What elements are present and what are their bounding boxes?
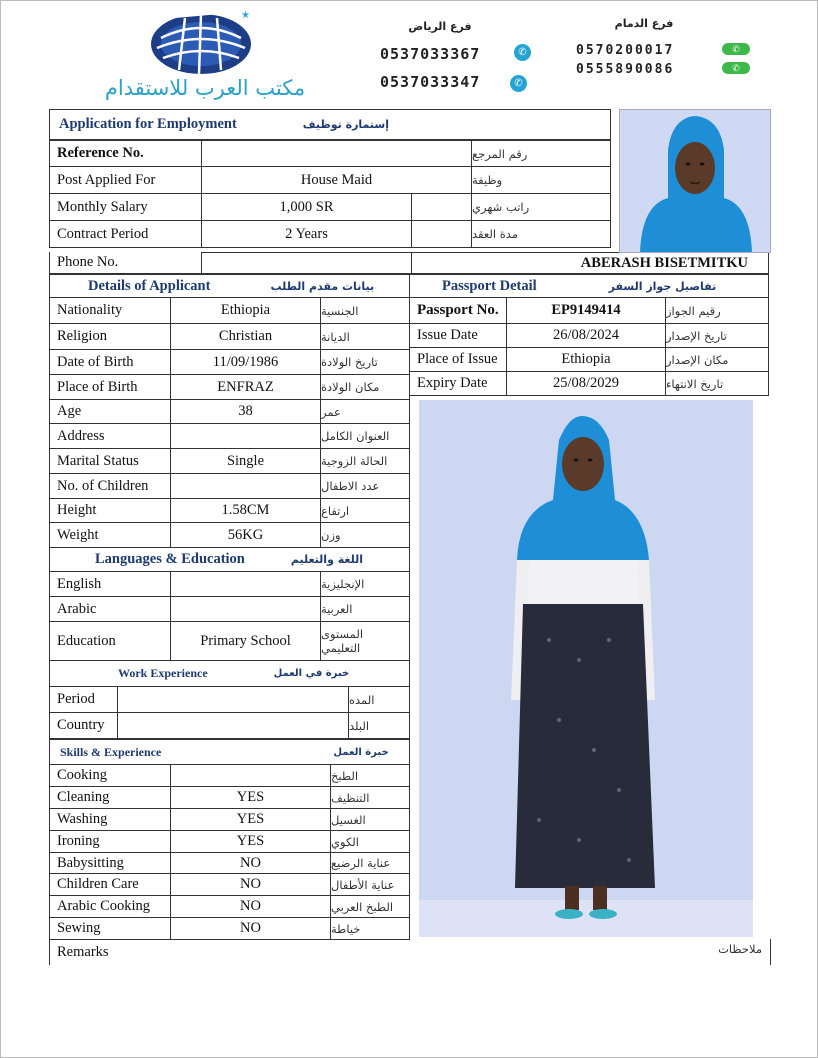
- post-label-ar: وظيفة: [471, 166, 611, 194]
- applicant-row-label: Height: [49, 498, 171, 523]
- form-title-ar: إستمارة توظيف: [302, 118, 389, 131]
- skill-row-value: YES: [170, 830, 331, 853]
- applicant-row-value: 38: [170, 399, 321, 424]
- reference-label-ar: رقم المرجع: [471, 140, 611, 167]
- language-row-label: English: [49, 571, 171, 597]
- contract-label-ar: مدة العقد: [471, 220, 611, 248]
- applicant-full-photo: [419, 400, 753, 937]
- passport-section-header: Passport Detail تفاصيل جواز السفر: [409, 274, 769, 298]
- applicant-row-label: Age: [49, 399, 171, 424]
- passport-row-label-ar: تاريخ الانتهاء: [665, 371, 769, 396]
- contract-label: Contract Period: [49, 220, 202, 248]
- skill-row-label-ar: الطبخ العربي: [330, 895, 410, 918]
- passport-row-label: Expiry Date: [409, 371, 507, 396]
- skill-row-label: Washing: [49, 808, 171, 831]
- applicant-row-label: Marital Status: [49, 448, 171, 474]
- skill-row-label: Cleaning: [49, 786, 171, 809]
- riyadh-phone-2: 0537033347: [380, 73, 481, 91]
- work-row-value: [117, 686, 349, 713]
- salary-blank: [411, 193, 472, 221]
- salary-label: Monthly Salary: [49, 193, 202, 221]
- post-value: House Maid: [201, 166, 472, 194]
- applicant-row-label: Address: [49, 423, 171, 449]
- skill-row-label-ar: خياطة: [330, 917, 410, 940]
- phone-icon: ✆: [722, 62, 750, 74]
- svg-text:★: ★: [241, 10, 250, 21]
- remarks-label-ar: ملاحظات: [718, 942, 762, 956]
- salary-label-ar: راتب شهري: [471, 193, 611, 221]
- applicant-row-label-ar: مكان الولادة: [320, 374, 410, 400]
- skill-row-label-ar: الكوي: [330, 830, 410, 853]
- applicant-row-value: 1.58CM: [170, 498, 321, 523]
- applicant-row-label-ar: وزن: [320, 522, 410, 548]
- phone-icon: ✆: [722, 43, 750, 55]
- skill-row-label: Arabic Cooking: [49, 895, 171, 918]
- applicant-row-label: Nationality: [49, 297, 171, 324]
- applicant-row-value: Single: [170, 448, 321, 474]
- skill-row-label-ar: الطبخ: [330, 764, 410, 787]
- applicant-row-value: 56KG: [170, 522, 321, 548]
- remarks-line: [49, 939, 771, 965]
- applicant-row-value: [170, 423, 321, 449]
- applicant-row-label: Weight: [49, 522, 171, 548]
- applicant-row-label-ar: الجنسية: [320, 297, 410, 324]
- whatsapp-icon: ✆: [510, 75, 527, 92]
- applicant-row-label: Place of Birth: [49, 374, 171, 400]
- dammam-phone-1: 0570200017: [576, 43, 675, 58]
- skill-row-label-ar: الغسيل: [330, 808, 410, 831]
- passport-row-label-ar: مكان الإصدار: [665, 347, 769, 372]
- education-value: Primary School: [170, 621, 321, 661]
- applicant-row-value: Christian: [170, 323, 321, 350]
- skill-row-label: Sewing: [49, 917, 171, 940]
- work-row-label: Country: [49, 712, 118, 739]
- work-row-label: Period: [49, 686, 118, 713]
- applicant-row-label: Religion: [49, 323, 171, 350]
- passport-row-label: Issue Date: [409, 323, 507, 348]
- contract-blank: [411, 220, 472, 248]
- logo-text: مكتب العرب للاستقدام: [104, 76, 306, 100]
- languages-section-header: Languages & Education اللغة والتعليم: [49, 547, 410, 572]
- work-row-label-ar: المده: [348, 686, 410, 713]
- skill-row-label: Children Care: [49, 873, 171, 896]
- company-logo: [145, 8, 257, 78]
- applicant-row-label-ar: عدد الاطفال: [320, 473, 410, 499]
- language-row-value: [170, 596, 321, 622]
- skill-row-value: NO: [170, 917, 331, 940]
- post-label: Post Applied For: [49, 166, 202, 194]
- education-label: Education: [49, 621, 171, 661]
- applicant-portrait-photo: [619, 109, 771, 253]
- applicant-row-value: [170, 473, 321, 499]
- applicant-row-label-ar: العنوان الكامل: [320, 423, 410, 449]
- whatsapp-icon: ✆: [514, 44, 531, 61]
- phone-label: Phone No.: [49, 252, 202, 274]
- skill-row-label-ar: التنظيف: [330, 786, 410, 809]
- skill-row-value: NO: [170, 873, 331, 896]
- reference-value: [201, 140, 472, 167]
- branch-dammam-title: فرع الدمام: [614, 17, 674, 30]
- applicant-name: ABERASH BISETMITKU: [411, 252, 769, 274]
- language-row-value: [170, 571, 321, 597]
- skill-row-label-ar: عناية الرضيع: [330, 852, 410, 874]
- remarks-label: Remarks: [57, 944, 109, 960]
- passport-row-label: Place of Issue: [409, 347, 507, 372]
- globe-icon: [145, 8, 257, 78]
- riyadh-phone-1: 0537033367: [380, 45, 481, 63]
- passport-row-value: EP9149414: [506, 297, 666, 324]
- applicant-row-label-ar: عمر: [320, 399, 410, 424]
- skill-row-label-ar: عناية الأطفال: [330, 873, 410, 896]
- passport-row-label-ar: رقيم الجواز: [665, 297, 769, 324]
- skills-section-header: Skills & Experience خبرة العمل: [49, 739, 410, 765]
- skill-row-label: Cooking: [49, 764, 171, 787]
- work-row-label-ar: البلد: [348, 712, 410, 739]
- dammam-phone-2: 0555890086: [576, 62, 675, 77]
- applicant-row-label: Date of Birth: [49, 349, 171, 375]
- skill-row-label: Babysitting: [49, 852, 171, 874]
- skill-row-value: NO: [170, 895, 331, 918]
- skill-row-label: Ironing: [49, 830, 171, 853]
- passport-row-value: Ethiopia: [506, 347, 666, 372]
- skill-row-value: NO: [170, 852, 331, 874]
- passport-row-label-ar: تاريخ الإصدار: [665, 323, 769, 348]
- work-section-header: Work Experience خبرة في العمل: [49, 660, 410, 687]
- skill-row-value: YES: [170, 786, 331, 809]
- form-title-row: [49, 109, 611, 140]
- passport-row-label: Passport No.: [409, 297, 507, 324]
- applicant-row-value: Ethiopia: [170, 297, 321, 324]
- reference-label: Reference No.: [49, 140, 202, 167]
- applicant-row-value: 11/09/1986: [170, 349, 321, 375]
- applicant-row-value: ENFRAZ: [170, 374, 321, 400]
- applicant-row-label-ar: الحالة الزوجية: [320, 448, 410, 474]
- applicant-row-label-ar: الديانة: [320, 323, 410, 350]
- phone-value: [201, 252, 412, 274]
- applicant-row-label: No. of Children: [49, 473, 171, 499]
- skill-row-value: YES: [170, 808, 331, 831]
- applicant-section-header: Details of Applicant بيانات مقدم الطلب: [49, 274, 410, 298]
- passport-row-value: 25/08/2029: [506, 371, 666, 396]
- language-row-label: Arabic: [49, 596, 171, 622]
- education-label-ar: المستوى التعليمي: [320, 621, 410, 661]
- branch-riyadh-title: فرع الرياض: [408, 20, 472, 33]
- form-title: Application for Employment: [59, 116, 237, 132]
- work-row-value: [117, 712, 349, 739]
- applicant-row-label-ar: تاريخ الولادة: [320, 349, 410, 375]
- salary-value: 1,000 SR: [201, 193, 412, 221]
- language-row-label-ar: الإنجليزية: [320, 571, 410, 597]
- skill-row-value: [170, 764, 331, 787]
- language-row-label-ar: العربية: [320, 596, 410, 622]
- applicant-row-label-ar: ارتفاع: [320, 498, 410, 523]
- contract-value: 2 Years: [201, 220, 412, 248]
- passport-row-value: 26/08/2024: [506, 323, 666, 348]
